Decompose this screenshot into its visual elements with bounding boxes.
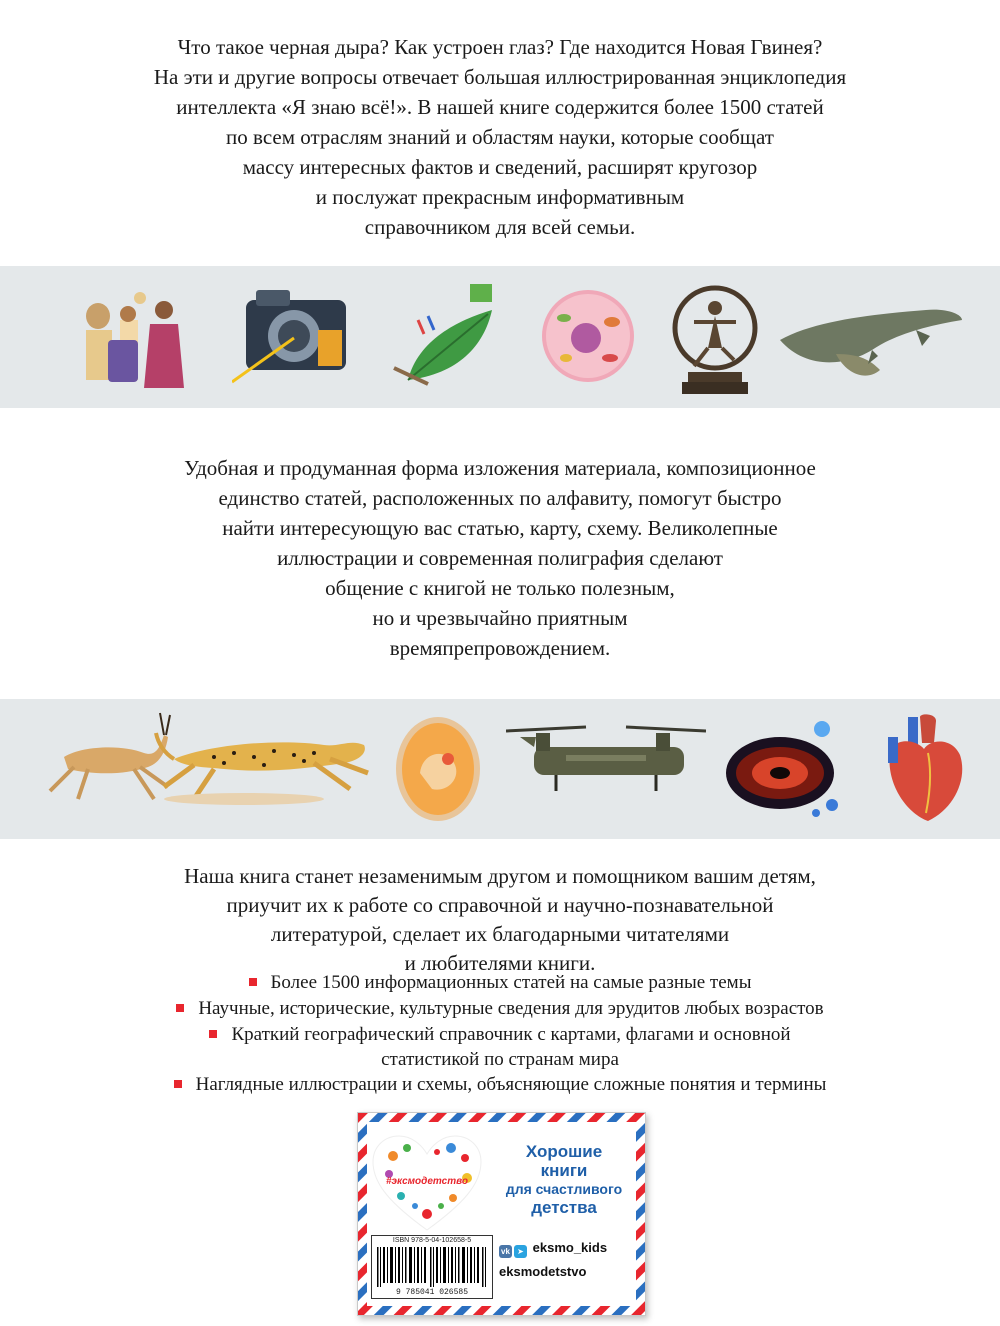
barcode-number: 9 785041 026585	[395, 1288, 468, 1297]
slogan-line-small: для счастливого	[505, 1181, 623, 1197]
middle-line: общение с книгой не только полезным,	[325, 576, 675, 600]
intro-paragraph	[0, 32, 1000, 242]
intro-line: интеллекта «Я знаю всё!». В нашей книге содержится более 1500 статей	[176, 95, 824, 119]
slogan-line: детства	[531, 1198, 597, 1217]
isbn-barcode-box	[371, 1235, 493, 1299]
social-handle: eksmodetstvo	[499, 1264, 587, 1279]
isbn-text: ISBN 978-5-04-102658-5	[392, 1237, 472, 1244]
shiva-statue-icon	[664, 276, 766, 396]
middle-line: Удобная и продуманная форма изложения материала, композиционное	[184, 456, 816, 480]
feature-text: Наглядные иллюстрации и схемы, объясняющие сложные понятия и термины	[195, 1074, 827, 1095]
publisher-sticker	[357, 1112, 646, 1316]
intro-line: На эти и другие вопросы отвечает большая иллюстрированная энциклопедия	[153, 65, 847, 89]
slogan	[491, 1142, 637, 1217]
vk-icon: vk	[499, 1245, 512, 1258]
social-handle: eksmo_kids	[532, 1240, 608, 1255]
feature-item	[0, 996, 1000, 1021]
heart-icon	[876, 713, 972, 825]
feature-text: Более 1500 информационных статей на самые разные темы	[270, 972, 752, 993]
illustration-band-top	[0, 266, 1000, 408]
intro-line: массу интересных фактов и сведений, расширят кругозор	[242, 155, 758, 179]
middle-line: времяпрепровождением.	[389, 636, 611, 660]
sticker-inner	[367, 1122, 636, 1306]
barcode-icon	[377, 1247, 487, 1287]
bullet-square-icon	[174, 1080, 182, 1088]
feature-text: Научные, исторические, культурные сведения для эрудитов любых возрастов	[198, 998, 824, 1019]
closing-line: и любителями книги.	[404, 951, 596, 975]
bullet-square-icon	[249, 978, 257, 986]
closing-line: Наша книга станет незаменимым другом и помощником вашим детям,	[184, 864, 816, 888]
intro-line: и послужат прекрасным информативным	[315, 185, 685, 209]
closing-line: литературой, сделает их благодарными читателями	[270, 922, 730, 946]
bullet-square-icon	[176, 1004, 184, 1012]
feature-item	[0, 1022, 1000, 1072]
camera-cutaway-icon	[232, 286, 362, 386]
feature-text: Краткий географический справочник с картами, флагами и основной	[231, 1024, 791, 1045]
closing-paragraph	[0, 862, 1000, 978]
social-vk-telegram	[499, 1240, 607, 1258]
leaf-photosynthesis-icon	[388, 280, 508, 392]
middle-line: единство статей, расположенных по алфавиту, помогут быстро	[218, 486, 782, 510]
ancient-people-icon	[78, 280, 188, 392]
galaxy-icon	[722, 713, 852, 823]
cell-icon	[540, 288, 636, 384]
slogan-line: Хорошие	[525, 1142, 603, 1161]
heart-label: #эксмодетство	[385, 1176, 469, 1187]
egg-embryo-icon	[392, 713, 484, 825]
intro-line: по всем отраслям знаний и областям науки, которые сообщат	[226, 125, 774, 149]
cheetah-icon	[154, 723, 374, 805]
helicopter-icon	[506, 719, 706, 801]
middle-line: иллюстрации и современная полиграфия сделают	[277, 546, 723, 570]
feature-text-continued: статистикой по странам мира	[381, 1049, 619, 1070]
feature-item	[0, 1072, 1000, 1097]
telegram-icon: ➤	[514, 1245, 527, 1258]
intro-line: Что такое черная дыра? Как устроен глаз? Где находится Новая Гвинея?	[177, 35, 823, 59]
slogan-line: книги	[540, 1161, 588, 1180]
middle-line: но и чрезвычайно приятным	[372, 606, 628, 630]
intro-line: справочником для всей семьи.	[364, 215, 636, 239]
bullet-square-icon	[209, 1030, 217, 1038]
eksmodetstvo-heart-logo	[371, 1134, 483, 1232]
crocodile-icon	[776, 290, 966, 386]
middle-line: найти интересующую вас статью, карту, схему. Великолепные	[222, 516, 778, 540]
feature-item	[0, 970, 1000, 995]
social-site	[499, 1264, 586, 1279]
middle-paragraph	[0, 453, 1000, 663]
illustration-band-bottom	[0, 699, 1000, 839]
closing-line: приучит их к работе со справочной и научно-познавательной	[226, 893, 774, 917]
